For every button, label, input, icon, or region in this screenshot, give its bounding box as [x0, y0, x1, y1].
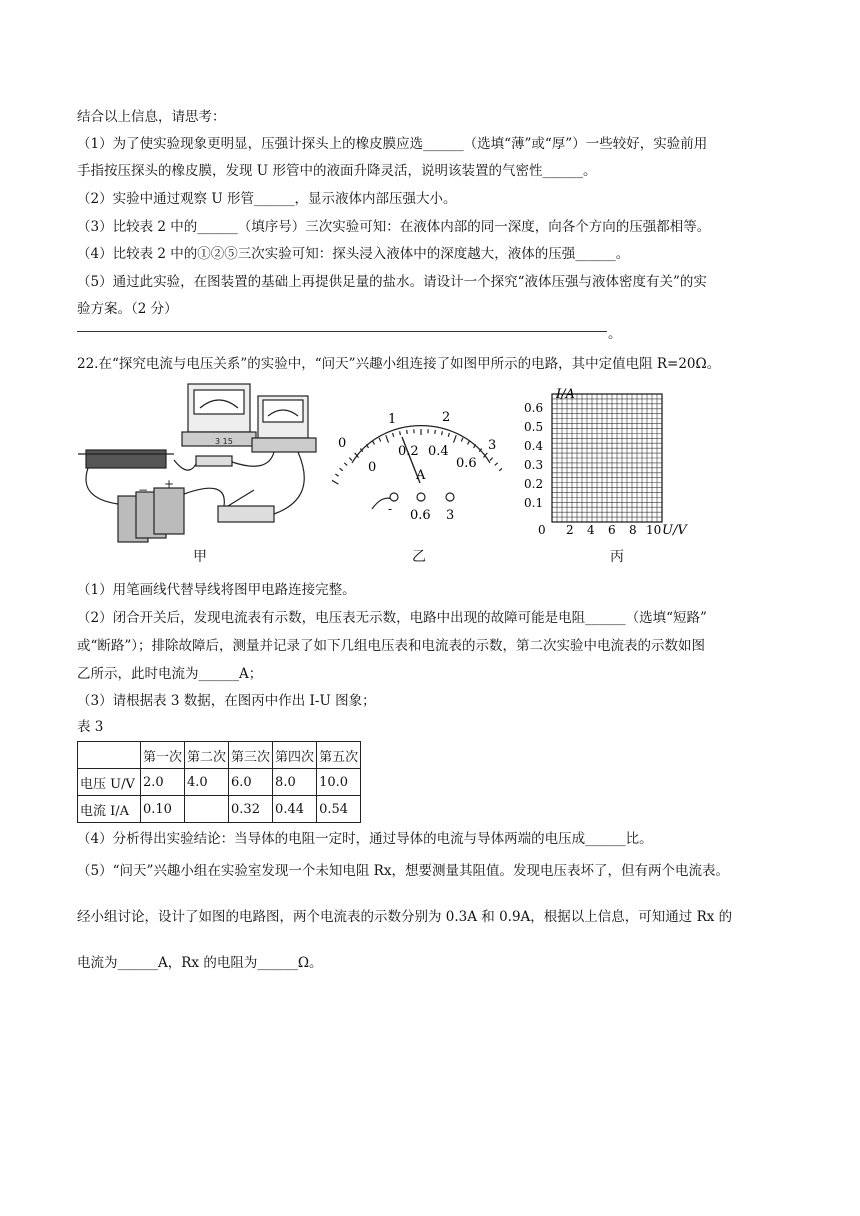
- dial-tick: [499, 468, 502, 470]
- data-table: [77, 741, 361, 823]
- caption-jia: 甲: [193, 549, 207, 565]
- q22-part5-line3: 电流为______A，Rx 的电阻为______Ω。: [77, 955, 323, 971]
- rheostat: [86, 450, 166, 468]
- dial-tick: [435, 430, 436, 434]
- table-cell: 10.0: [317, 769, 361, 796]
- dial-label-bottom-0-2: 0.2: [398, 444, 419, 459]
- fixed-resistor: [196, 456, 232, 466]
- table-cell: 4.0: [185, 769, 229, 796]
- q22-part2-line3: 乙所示，此时电流为______A；: [77, 666, 263, 682]
- q22-part5-line2: 经小组讨论，设计了如图的电路图，两个电流表的示数分别为 0.3A 和 0.9A，根据以上信息，可知通过 Rx 的: [77, 909, 733, 925]
- table-header-cell: 第三次: [229, 742, 273, 769]
- q22-part2-line2: 或“断路”）；排除故障后，测量并记录了如下几组电压表和电流表的示数，第二次实验中电流表的示数如图: [77, 638, 706, 654]
- table-cell: 2.0: [141, 769, 185, 796]
- table-header-row: [78, 742, 361, 769]
- q22-part2-line1: （2）闭合开关后，发现电流表有示数，电压表无示数，电路中出现的故障可能是电阻______（选填“短路”: [77, 610, 707, 626]
- dial-tick: [349, 458, 352, 461]
- dial-label-bottom-0: 0: [338, 436, 347, 451]
- dial-tick: [454, 435, 457, 443]
- table-header-cell: 第二次: [185, 742, 229, 769]
- dial-label-top-0: 0: [368, 460, 377, 475]
- dial-label-bottom-0-6: 0.6: [456, 456, 477, 471]
- dial-tick: [495, 463, 498, 466]
- answer-blank-line: [77, 331, 607, 332]
- iu-grid-figure: [520, 380, 700, 542]
- dial-label-bottom-0-4: 0.4: [428, 444, 449, 459]
- switch: [218, 506, 274, 522]
- terminal-label-0-6: 0.6: [410, 508, 431, 523]
- y-tick-0-4: 0.4: [524, 439, 544, 453]
- dial-tick: [393, 433, 394, 437]
- table-cell: 0.10: [141, 796, 185, 823]
- circuit-apparatus-figure: [78, 378, 328, 548]
- q22-stem: 22.在“探究电流与电压关系”的实验中，“问天”兴趣小组连接了如图甲所示的电路，其中定值电阻 R=20Ω。: [77, 356, 721, 372]
- table-cell: 电压 U/V: [78, 769, 141, 796]
- table-cell: 8.0: [273, 769, 317, 796]
- y-tick-0-3: 0.3: [524, 458, 544, 472]
- dial-tick: [379, 438, 381, 442]
- q21-part1-line2: 手指按压探头的橡皮膜，发现 U 形管中的液面升降灵活，说明该装置的气密性______。: [77, 163, 597, 179]
- dial-tick: [407, 430, 408, 434]
- terminal-label-minus: -: [388, 502, 393, 516]
- table-cell: 电流 I/A: [78, 796, 141, 823]
- answer-line-end: 。: [608, 326, 622, 342]
- q21-part4: （4）比较表 2 中的①②⑤三次实验可知：探头浸入液体中的深度越大，液体的压强______。: [77, 246, 630, 262]
- dial-tick: [386, 435, 389, 443]
- q21-part5-line2: 验方案。（2 分）: [77, 301, 178, 317]
- svg-text:+: +: [164, 477, 175, 491]
- dial-tick: [490, 458, 493, 461]
- q22-part4: （4）分析得出实验结论：当导体的电阻一定时，通过导体的电流与导体两端的电压成______比。: [77, 831, 653, 847]
- table-header-cell: 第一次: [141, 742, 185, 769]
- q22-part1: （1）用笔画线代替导线将图甲电路连接完整。: [77, 582, 356, 598]
- q21-part2: （2）实验中通过观察 U 形管______，显示液体内部压强大小。: [77, 191, 457, 207]
- q21-part5-line1: （5）通过此实验，在图装置的基础上再提供足量的盐水。请设计一个探究“液体压强与液体密度有关”的实: [77, 274, 707, 290]
- terminal-minus: [390, 493, 398, 501]
- svg-text:−: −: [138, 483, 149, 497]
- grid-x-label: U/V: [662, 523, 687, 538]
- table-header-cell: [78, 742, 141, 769]
- terminal-3: [446, 493, 454, 501]
- x-tick-4: 4: [587, 523, 595, 537]
- y-tick-0-6: 0.6: [524, 401, 544, 415]
- y-tick-0-2: 0.2: [524, 477, 544, 491]
- svg-text:3 15: 3 15: [215, 437, 233, 446]
- dial-tick: [461, 438, 463, 442]
- table-cell: 6.0: [229, 769, 273, 796]
- dial-tick: [448, 433, 449, 437]
- table-cell: 0.54: [317, 796, 361, 823]
- table-header-cell: 第四次: [273, 742, 317, 769]
- dial-tick: [344, 463, 347, 466]
- terminal-label-3: 3: [446, 508, 455, 523]
- table-row: [78, 796, 361, 823]
- grid-origin: 0: [538, 523, 546, 537]
- table-cell: 0.44: [273, 796, 317, 823]
- q21-part1-line1: （1）为了使实验现象更明显，压强计探头上的橡皮膜应选______（选填“薄”或“厚”）一些较好，实验前用: [77, 136, 708, 152]
- q22-part5-line1: （5）“问天”兴趣小组在实验室发现一个未知电阻 Rx，想要测量其阻值。发现电压表坏了，但有两个电流表。: [77, 863, 729, 879]
- table-title: 表 3: [77, 719, 104, 735]
- battery-3: [154, 488, 184, 534]
- x-tick-6: 6: [608, 523, 616, 537]
- dial-tick: [373, 441, 375, 445]
- dial-tick: [400, 431, 401, 435]
- dial-tick: [442, 431, 443, 435]
- caption-bing: 丙: [610, 549, 624, 565]
- dial-tick: [335, 474, 338, 476]
- table-row: [78, 769, 361, 796]
- caption-yi: 乙: [412, 549, 426, 565]
- table-header-cell: 第五次: [317, 742, 361, 769]
- q21-part3: （3）比较表 2 中的______（填序号）三次实验可知：在液体内部的同一深度，向各个方向的压强都相等。: [77, 219, 711, 235]
- x-tick-2: 2: [566, 523, 574, 537]
- intro-text: 结合以上信息，请思考：: [77, 109, 226, 125]
- dial-tick: [340, 468, 343, 470]
- q22-part3: （3）请根据表 3 数据，在图丙中作出 I-U 图象；: [77, 693, 376, 709]
- dial-unit: A: [416, 468, 426, 483]
- dial-label-top-3: 3: [488, 438, 497, 453]
- dial-tick: [332, 480, 338, 484]
- grid-y-label: I/A: [556, 387, 575, 402]
- terminal-0-6: [417, 493, 425, 501]
- dial-label-top-1: 1: [388, 412, 397, 427]
- y-tick-0-1: 0.1: [524, 496, 544, 510]
- table-cell: 0.32: [229, 796, 273, 823]
- table-cell: [185, 796, 229, 823]
- x-tick-8: 8: [629, 523, 637, 537]
- dial-tick: [468, 441, 470, 445]
- dial-label-top-2: 2: [442, 410, 451, 425]
- x-tick-10: 10: [646, 523, 662, 537]
- ammeter-dial-figure: [332, 405, 502, 525]
- y-tick-0-5: 0.5: [524, 420, 544, 434]
